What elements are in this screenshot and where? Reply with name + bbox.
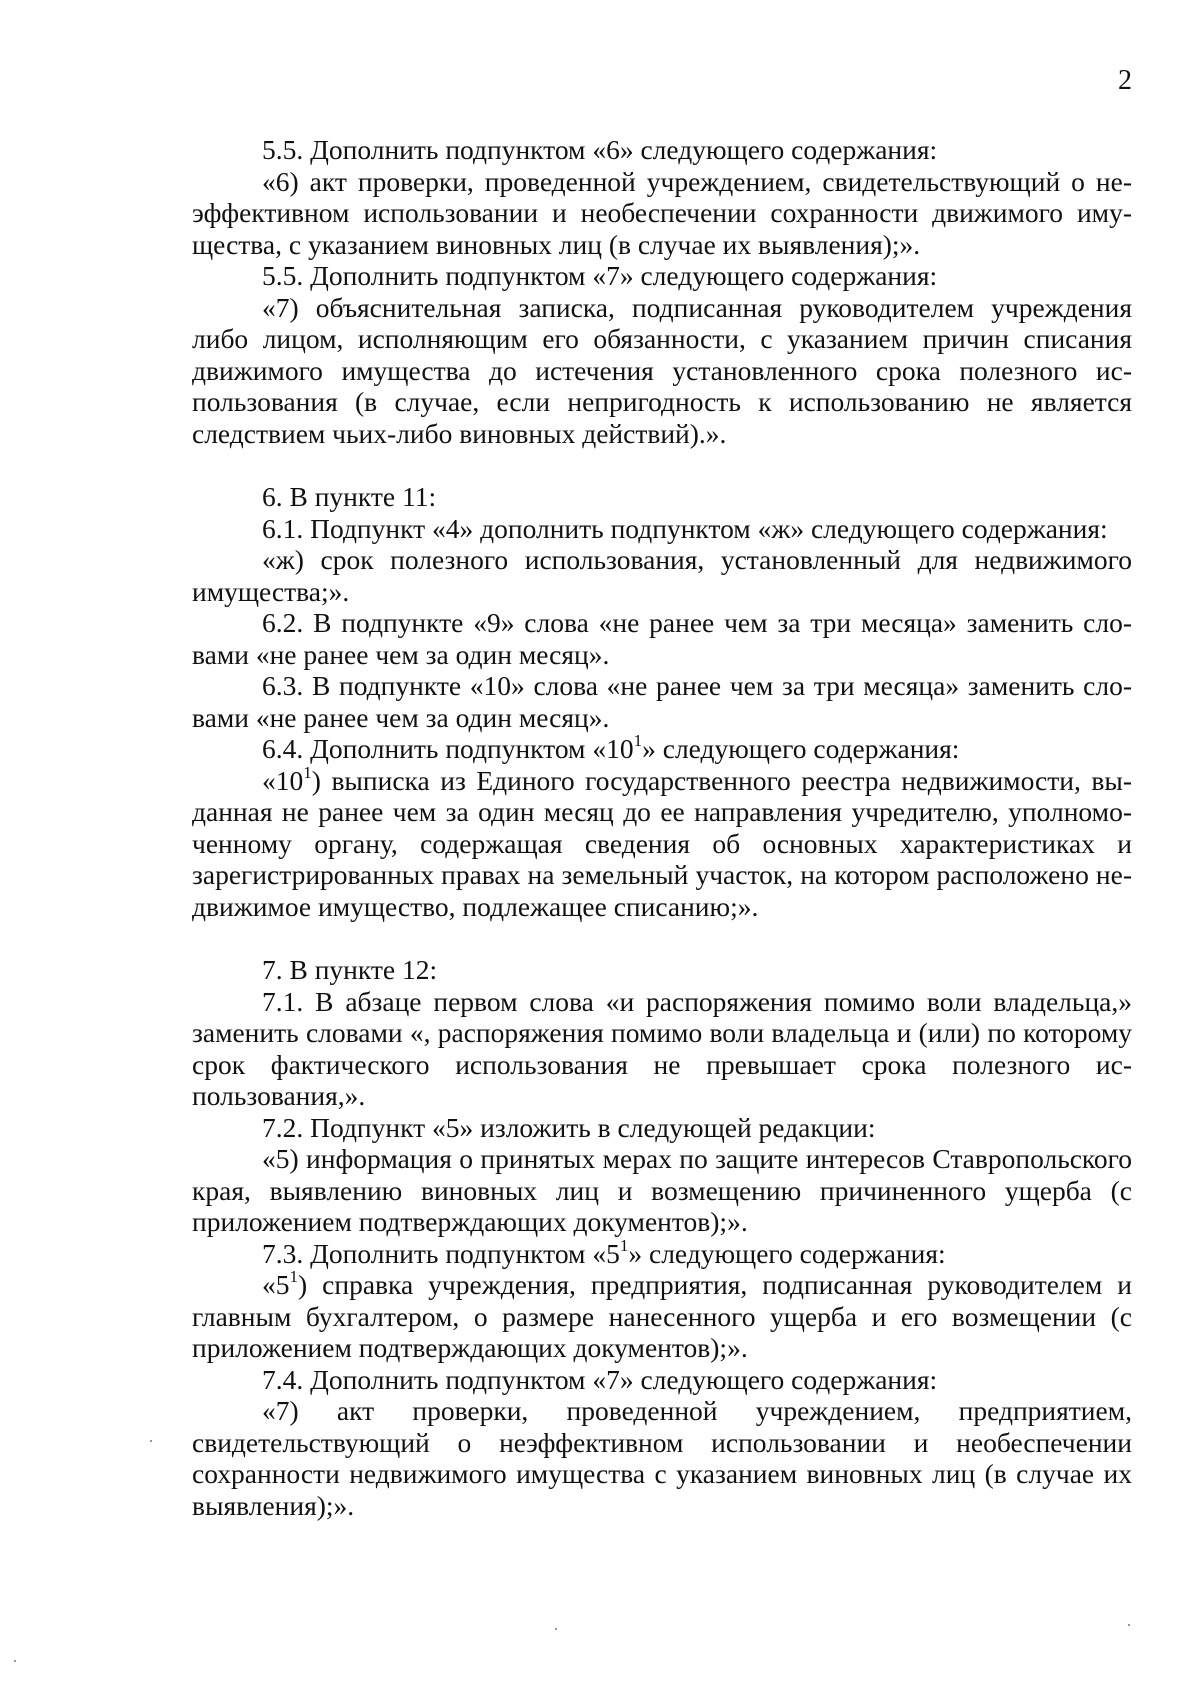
paragraph-6-1-text: «ж) срок полезного использования, установленный для недвижимого имущества;». (192, 544, 1132, 607)
paragraph-6-4 (192, 733, 1132, 765)
paragraph-subpoint-7-text: «7) объяснительная записка, подписанная руководителем учреждения либо лицом, исполняющим его обязанности, с указанием причин списания движимого имущества до истечения установленного срока полезного использования (в случае, если непригодность к использованию не является следствием чьих-либо виновных действий).». (192, 291, 1132, 449)
superscript-1: 1 (619, 1235, 629, 1255)
superscript-1: 1 (303, 762, 312, 782)
paragraph-7-3-before: 7.3. Дополнить подпунктом «5 (262, 1237, 620, 1269)
superscript-1: 1 (289, 1267, 299, 1287)
paragraph-7-2: 7.2. Подпункт «5» изложить в следующей редакции: (262, 1111, 876, 1143)
paragraph-6-3: 6.3. В подпункте «10» слова «не ранее чем за три месяца» заменить словами «не ранее чем за один месяц». (192, 670, 1132, 733)
paragraph-6-1: 6.1. Подпункт «4» дополнить подпунктом «ж» следующего содержания: (262, 512, 1108, 544)
superscript-1: 1 (633, 731, 643, 751)
paragraph-6-2: 6.2. В подпункте «9» слова «не ранее чем за три месяца» заменить словами «не ранее чем за один месяц». (192, 607, 1132, 670)
paragraph-6-4-text (192, 762, 1132, 923)
paragraph-7-3-after: » следующего содержания: (628, 1237, 946, 1269)
scan-speck (1128, 1624, 1130, 1626)
paragraph-7-3-text (192, 1269, 1132, 1364)
section-7-heading: 7. В пункте 12: (262, 954, 438, 985)
scan-speck (555, 1628, 557, 1630)
paragraph-subpoint-6-text: «6) акт проверки, проведенной учреждением, свидетельствующий о неэффективном использовании и необеспечении сохранности движимого имущества, с указанием виновных лиц (в случае их выявления);». (192, 165, 1132, 260)
paragraph-6-4-text-after: ) выписка из Единого государственного реестра недвижимости, выданная не ранее чем за один месяц до ее направления учредителю, уполномоченному органу, содержащая сведения об основных характеристиках и зарегистрированных правах на земельный участок, на котором расположено не-движимое имущество, подлежащее списанию;». (192, 764, 1132, 922)
paragraph-6-4-text-before: «10 (262, 764, 304, 796)
document-body (192, 134, 1132, 1521)
paragraph-5-5-subpoint-7: 5.5. Дополнить подпунктом «7» следующего содержания: (262, 260, 938, 291)
paragraph-7-3 (192, 1235, 1132, 1270)
scan-speck (14, 1660, 16, 1662)
page-number: 2 (1118, 65, 1132, 96)
paragraph-7-4-text: «7) акт проверки, проведенной учреждением, предприятием, свидетельствующий о неэффективном использовании и необеспечении сохранности недвижимого имущества с указанием виновных лиц (в случае их выявления);». (192, 1395, 1132, 1521)
paragraph-6-4-after: » следующего содержания: (642, 733, 960, 764)
paragraph-7-4: 7.4. Дополнить подпунктом «7» следующего содержания: (262, 1363, 938, 1395)
paragraph-5-5-subpoint-6: 5.5. Дополнить подпунктом «6» следующего содержания: (262, 134, 938, 165)
section-6-heading: 6. В пункте 11: (262, 481, 437, 512)
paragraph-7-1: 7.1. В абзаце первом слова «и распоряжения помимо воли владельца,» заменить словами «, распоряжения помимо воли владельца и (или) по которому срок фактического использования не превышает срока полезного использования,». (192, 985, 1132, 1111)
paragraph-7-2-text: «5) информация о принятых мерах по защите интересов Ставропольского края, выявлению виновных лиц и возмещению причиненного ущерба (с приложением подтверждающих документов);». (192, 1143, 1132, 1237)
paragraph-6-4-before: 6.4. Дополнить подпунктом «10 (262, 733, 634, 764)
scan-speck (150, 1440, 152, 1442)
paragraph-7-3-text-before: «5 (262, 1269, 290, 1300)
paragraph-7-3-text-after: ) справка учреждения, предприятия, подписанная руководителем и главным бухгалтером, о размере нанесенного ущерба и его возмещении (с приложением подтверждающих документов);». (192, 1269, 1132, 1363)
